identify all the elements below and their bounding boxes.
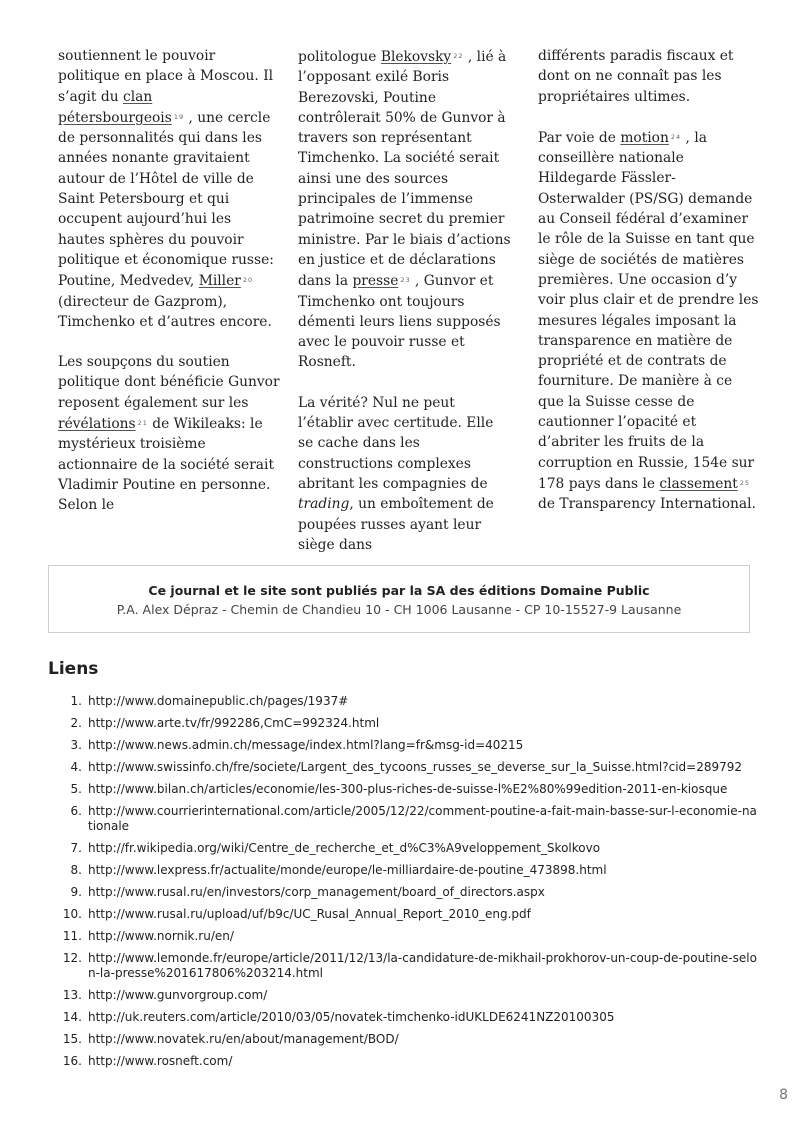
article-column-1 bbox=[58, 46, 280, 536]
footnote-marker: 24 bbox=[670, 132, 682, 141]
list-number: 3. bbox=[70, 738, 82, 752]
list-number: 7. bbox=[70, 841, 82, 855]
list-item bbox=[60, 907, 760, 922]
list-item bbox=[60, 738, 760, 753]
link-url[interactable]: http://www.rusal.ru/en/investors/corp_management/board_of_directors.aspx bbox=[88, 885, 545, 899]
list-number: 12. bbox=[62, 951, 82, 965]
link-url[interactable]: http://www.nornik.ru/en/ bbox=[88, 929, 234, 943]
list-number: 15. bbox=[62, 1032, 82, 1046]
paragraph: Les soupçons du soutien politique dont bénéficie Gunvor reposent également sur les révélations $^{21}$ de Wikileaks: le mystérieux troisième actionnaire de la société serait Vladimir Poutine en personne. Selon le bbox=[58, 354, 280, 514]
footnote-link-clan[interactable]: clan pétersbourgeois bbox=[58, 88, 172, 126]
list-number: 10. bbox=[62, 907, 82, 921]
footnote-marker: 19 bbox=[173, 112, 185, 121]
list-item bbox=[60, 951, 760, 981]
paragraph: différents paradis fiscaux et dont on ne connaît pas les propriétaires ultimes. bbox=[538, 48, 734, 105]
link-url[interactable]: http://www.lexpress.fr/actualite/monde/europe/le-milliardaire-de-poutine_473898.html bbox=[88, 863, 607, 877]
link-url[interactable]: http://www.gunvorgroup.com/ bbox=[88, 988, 268, 1002]
link-url[interactable]: http://www.bilan.ch/articles/economie/les-300-plus-riches-de-suisse-l%E2%80%99edition-2011-en-kiosque bbox=[88, 782, 728, 796]
list-item bbox=[60, 760, 760, 775]
links-heading: Liens bbox=[48, 659, 99, 679]
list-item bbox=[60, 863, 760, 878]
article-column-2 bbox=[298, 46, 512, 575]
link-url[interactable]: http://www.swissinfo.ch/fre/societe/Largent_des_tycoons_russes_se_deverse_sur_la_Suisse.html?cid=289792 bbox=[88, 760, 743, 774]
list-number: 4. bbox=[70, 760, 82, 774]
link-url[interactable]: http://www.courrierinternational.com/article/2005/12/22/comment-poutine-a-fait-main-basse-sur-l-economie-nationale bbox=[88, 804, 757, 833]
list-item bbox=[60, 929, 760, 944]
publisher-box bbox=[48, 565, 750, 633]
link-url[interactable]: http://www.lemonde.fr/europe/article/2011/12/13/la-candidature-de-mikhail-prokhorov-un-coup-de-poutine-selon-la-presse%201617806%203214.html bbox=[88, 951, 757, 980]
footnote-marker: 20 bbox=[242, 276, 254, 285]
link-url[interactable]: http://www.rosneft.com/ bbox=[88, 1054, 233, 1068]
publisher-address: P.A. Alex Dépraz - Chemin de Chandieu 10 - CH 1006 Lausanne - CP 10-15527-9 Lausanne bbox=[116, 602, 682, 617]
footnote-link-presse[interactable]: presse bbox=[352, 273, 399, 290]
list-item bbox=[60, 694, 760, 709]
list-item bbox=[60, 716, 760, 731]
list-item bbox=[60, 988, 760, 1003]
list-item bbox=[60, 885, 760, 900]
article-column-3 bbox=[538, 46, 760, 535]
paragraph: La vérité? Nul ne peut l’établir avec certitude. Elle se cache dans les constructions complexes abritant les compagnies de trading, un emboîtement de poupées russes ayant leur siège dans bbox=[298, 394, 494, 553]
footnote-marker: 23 bbox=[400, 276, 411, 285]
paragraph: politologue Blekovsky $^{22}$ , lié à l’opposant exilé Boris Berezovski, Poutine contrôlerait 50% de Gunvor à travers son représentant Timchenko. La société serait ainsi une des sources principales de l’immense patrimoine secret du premier ministre. Par le biais d’actions en justice et de déclarations dans la presse $^{23}$ , Gunvor et Timchenko ont toujours démenti leurs liens supposés avec le pouvoir russe et Rosneft. bbox=[298, 49, 511, 371]
list-item bbox=[60, 1032, 760, 1047]
list-number: 13. bbox=[62, 988, 82, 1002]
list-item bbox=[60, 1054, 760, 1069]
page-number: 8 bbox=[779, 1087, 788, 1103]
list-number: 8. bbox=[70, 863, 82, 877]
list-item bbox=[60, 782, 760, 797]
link-url[interactable]: http://www.news.admin.ch/message/index.html?lang=fr&msg-id=40215 bbox=[88, 738, 524, 752]
list-item bbox=[60, 841, 760, 856]
footnote-link-classement[interactable]: classement bbox=[659, 475, 738, 492]
list-number: 14. bbox=[62, 1010, 82, 1024]
link-url[interactable]: http://uk.reuters.com/article/2010/03/05/novatek-timchenko-idUKLDE6241NZ20100305 bbox=[88, 1010, 615, 1024]
link-url[interactable]: http://www.arte.tv/fr/992286,CmC=992324.html bbox=[88, 716, 380, 730]
footnote-link-revelations[interactable]: révélations bbox=[58, 416, 136, 433]
list-item bbox=[60, 1010, 760, 1025]
list-number: 6. bbox=[70, 804, 82, 818]
list-item bbox=[60, 804, 760, 834]
footnote-marker: 21 bbox=[137, 419, 148, 428]
link-url[interactable]: http://fr.wikipedia.org/wiki/Centre_de_recherche_et_d%C3%A9veloppement_Skolkovo bbox=[88, 841, 601, 855]
footnote-link-blekovsky[interactable]: Blekovsky bbox=[380, 49, 452, 65]
footnote-link-motion[interactable]: motion bbox=[620, 129, 669, 146]
list-number: 5. bbox=[70, 782, 82, 796]
list-number: 16. bbox=[62, 1054, 82, 1068]
list-number: 9. bbox=[70, 885, 82, 899]
list-number: 11. bbox=[62, 929, 82, 943]
list-number: 1. bbox=[70, 694, 82, 708]
footnote-link-miller[interactable]: Miller bbox=[198, 273, 241, 290]
footnote-marker: 25 bbox=[739, 478, 751, 487]
link-url[interactable]: http://www.domainepublic.ch/pages/1937# bbox=[88, 694, 349, 708]
publisher-title: Ce journal et le site sont publiés par la SA des éditions Domaine Public bbox=[148, 583, 650, 598]
paragraph: Par voie de motion $^{24}$ , la conseillère nationale Hildegarde Fässler-Osterwalder (PS/SG) demande au Conseil fédéral d’examiner le rôle de la Suisse en tant que siège de sociétés de matières premières. Une occasion d’y voir plus clair et de prendre les mesures légales imposant la transparence en matière de propriété et de contrats de fourniture. De manière à ce que la Suisse cesse de cautionner l’opacité et d’abriter les fruits de la corruption en Russie, 154e sur 178 pays dans le classement $^{25}$ de Transparency International. bbox=[538, 129, 759, 513]
paragraph: soutiennent le pouvoir politique en place à Moscou. Il s’agit du clan pétersbourgeois $^{19}$ , une cercle de personnalités qui dans les années nonante gravitaient autour de l’Hôtel de ville de Saint Petersbourg et qui occupent aujourd’hui les hautes sphères du pouvoir politique et économique russe: Poutine, Medvedev, Miller $^{20}$ (directeur de Gazprom), Timchenko et d’autres encore. bbox=[58, 48, 274, 330]
links-list bbox=[60, 694, 760, 1076]
link-url[interactable]: http://www.novatek.ru/en/about/management/BOD/ bbox=[88, 1032, 399, 1046]
list-number: 2. bbox=[70, 716, 82, 730]
link-url[interactable]: http://www.rusal.ru/upload/uf/b9c/UC_Rusal_Annual_Report_2010_eng.pdf bbox=[88, 907, 531, 921]
footnote-marker: 22 bbox=[453, 52, 464, 60]
